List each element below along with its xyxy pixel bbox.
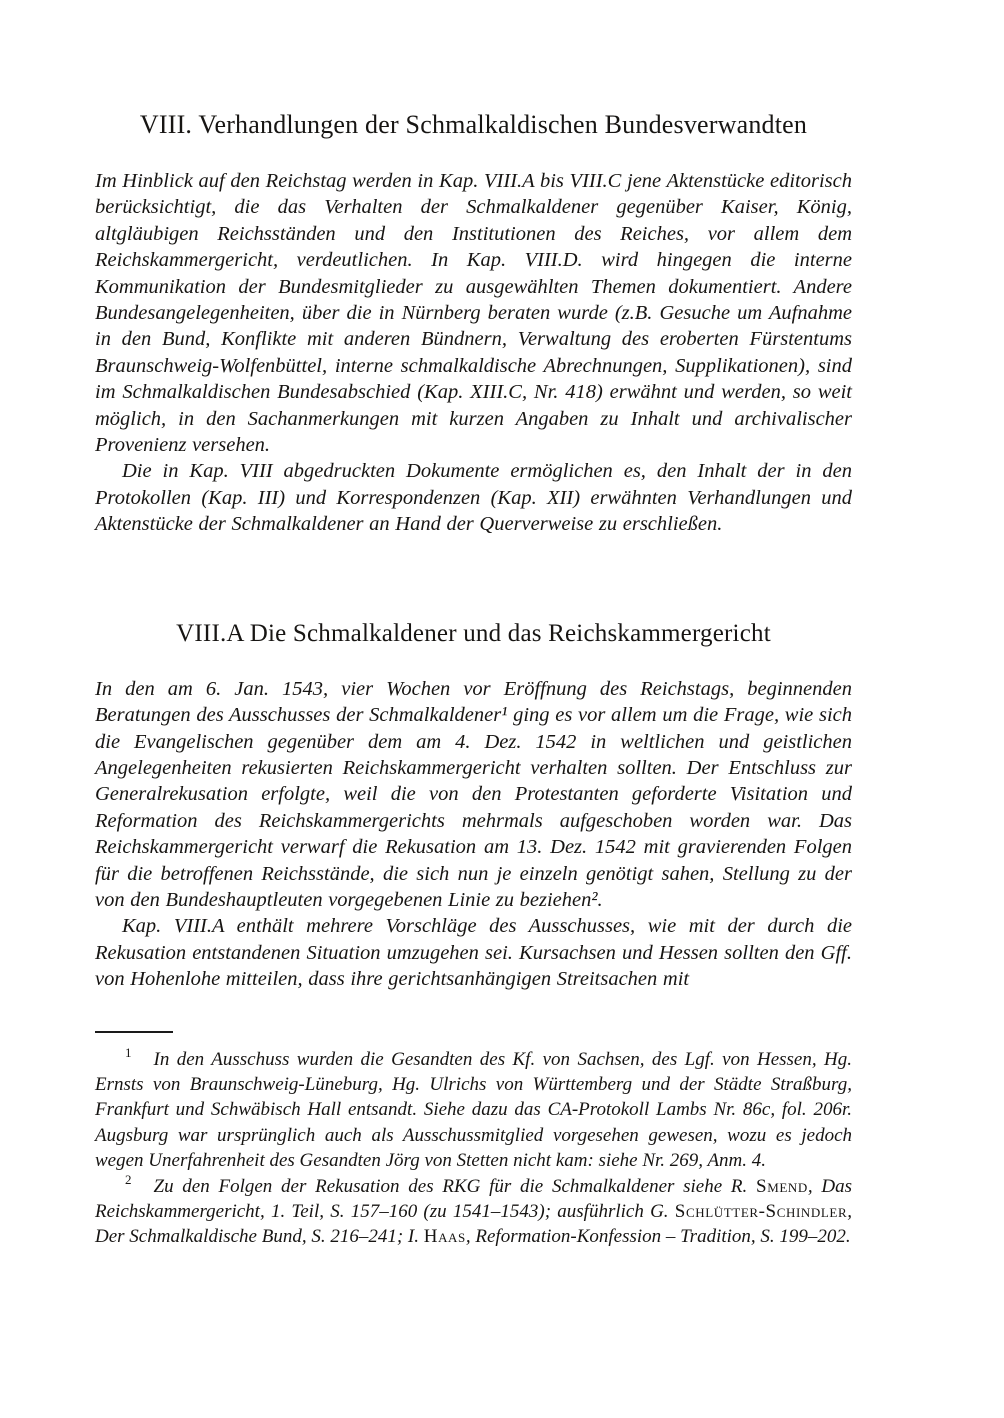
footnote-1-marker: 1 <box>125 1045 132 1061</box>
section-paragraph-1: In den am 6. Jan. 1543, vier Wochen vor Eröffnung des Reichstags, beginnenden Beratungen des Ausschusses der Schmalkaldener¹ ging es vor allem um die Frage, wie sich die Evangelischen gegenüber dem am 4. Dez. 1542 in weltlichen und geistlichen Angelegenheiten rekusierten Reichskammergericht verhalten sollten. Der Entschluss zur Generalrekusation erfolgte, weil die von den Protestanten geforderte Visitation und Reformation des Reichskammergerichts mehrmals aufgeschoben worden war. Das Reichskammergericht verwarf die Rekusation am 13. Dez. 1542 mit gravierenden Folgen für die betroffenen Reichsstände, die sich nun je einzeln genötigt sahen, Stellung zu der von den Bundeshauptleuten vorgegebenen Linie zu beziehen². <box>95 677 852 911</box>
footnote-1 <box>95 1047 852 1174</box>
page-content <box>95 0 852 1250</box>
footnote-2-text: Zu den Folgen der Rekusation des RKG für die Schmalkaldener siehe R. Smend, Das Reichskammergericht, 1. Teil, S. 157–160 (zu 1541–1543); ausführlich G. Schlütter-Schindler, Der Schmalkaldische Bund, S. 216–241; I. Haas, Reformation-Konfession – Tradition, S. 199–202. <box>95 1175 852 1248</box>
footnote-2 <box>95 1174 852 1250</box>
footnote-separator-rule <box>95 1031 173 1033</box>
chapter-title: VIII. Verhandlungen der Schmalkaldischen Bundesverwandten <box>139 110 808 139</box>
intro-paragraph-2: Die in Kap. VIII abgedruckten Dokumente ermöglichen es, den Inhalt der in den Protokollen (Kap. III) und Korrespondenzen (Kap. XII) erwähnten Verhandlungen und Aktenstücke der Schmalkaldener an Hand der Querverweise zu erschließen. <box>95 460 852 536</box>
footnote-1-text: In den Ausschuss wurden die Gesandten des Kf. von Sachsen, des Lgf. von Hessen, Hg. Ernsts von Braunschweig-Lüneburg, Hg. Ulrichs von Württemberg und der Städte Straßburg, Frankfurt und Schwäbisch Hall entsandt. Siehe dazu das CA-Protokoll Lambs Nr. 86c, fol. 206r. Augsburg war ursprünglich auch als Ausschussmitglied vorgesehen gewesen, wozu es jedoch wegen Unerfahrenheit des Gesandten Jörg von Stetten nicht kam: siehe Nr. 269, Anm. 4. <box>95 1048 852 1172</box>
section-title: VIII.A Die Schmalkaldener und das Reichskammergericht <box>176 619 771 647</box>
intro-paragraph-1: Im Hinblick auf den Reichstag werden in Kap. VIII.A bis VIII.C jene Aktenstücke editorisch berücksichtigt, die das Verhalten der Schmalkaldener gegenüber Kaiser, König, altgläubigen Reichsständen und den Institutionen des Reiches, vor allem dem Reichskammergericht, verdeutlichen. In Kap. VIII.D. wird hingegen die interne Kommunikation der Bundesmitglieder zu ausgewählten Themen dokumentiert. Andere Bundesangelegenheiten, über die in Nürnberg beraten wurde (z.B. Gesuche um Aufnahme in den Bund, Konflikte mit anderen Bündnern, Verwaltung des eroberten Fürstentums Braunschweig-Wolfenbüttel, interne schmalkaldische Abrechnungen, Supplikationen), sind im Schmalkaldischen Bundesabschied (Kap. XIII.C, Nr. 418) erwähnt und werden, so weit möglich, in den Sachanmerkungen mit kurzen Angaben zu Inhalt und archivalischer Provenienz versehen. <box>95 170 852 457</box>
footnotes-section <box>95 1031 852 1250</box>
footnote-2-marker: 2 <box>125 1172 132 1188</box>
section-paragraph-2: Kap. VIII.A enthält mehrere Vorschläge des Ausschusses, wie mit der durch die Rekusation entstandenen Situation umzugehen sei. Kursachsen und Hessen sollten den Gff. von Hohenlohe mitteilen, dass ihre gerichtsanhängigen Streitsachen mit <box>95 915 852 991</box>
